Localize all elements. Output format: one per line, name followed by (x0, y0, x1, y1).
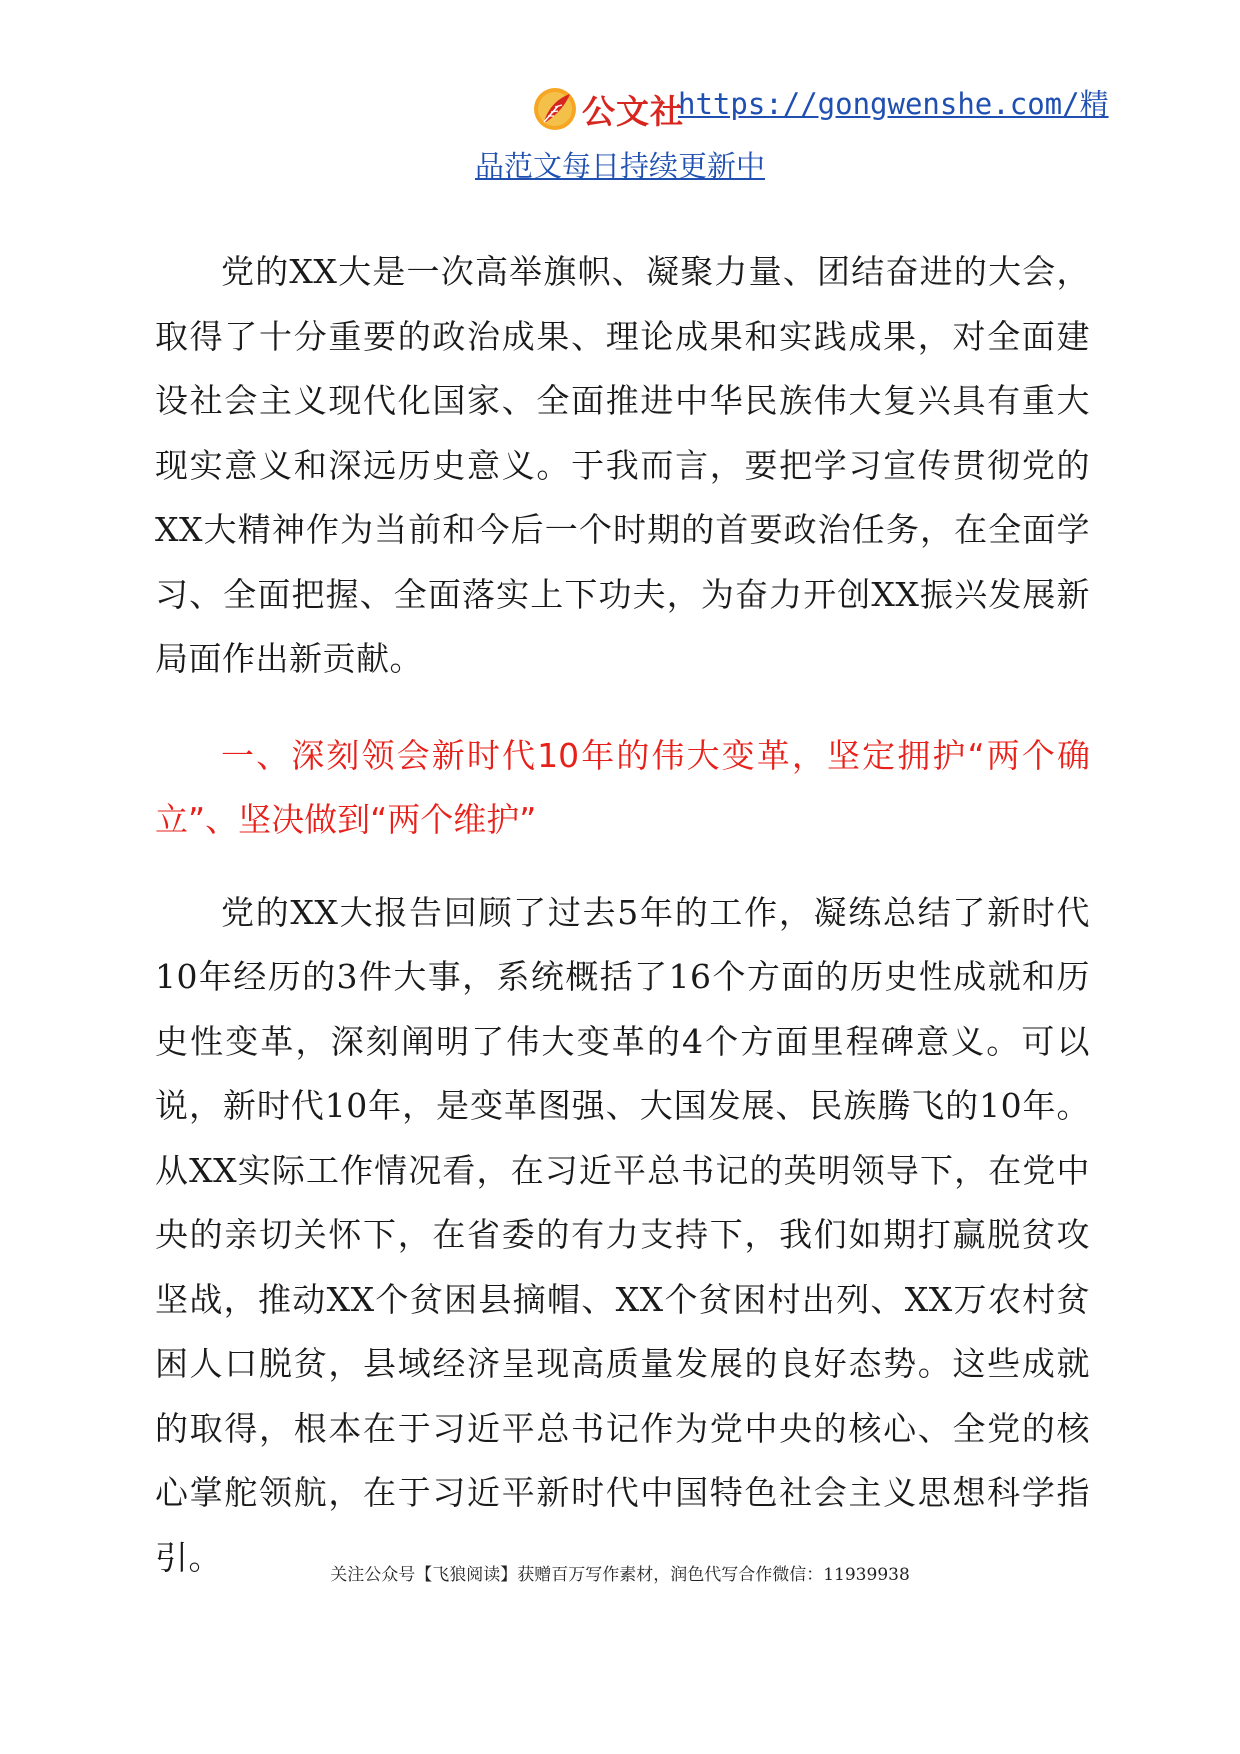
section-heading-1: 一、深刻领会新时代10年的伟大变革，坚定拥护“两个确立”、坚决做到“两个维护” (155, 735, 1090, 839)
page-header (0, 78, 1240, 188)
body-paragraph-1: 党的XX大是一次高举旗帜、凝聚力量、团结奋进的大会，取得了十分重要的政治成果、理论成果和实践成果，对全面建设社会主义现代化国家、全面推进中华民族伟大复兴具有重大现实意义和深远历史意义。于我而言，要把学习宣传贯彻党的XX大精神作为当前和今后一个时期的首要政治任务，在全面学习、全面把握、全面落实上下功夫，为奋力开创XX振兴发展新局面作出新贡献。 (155, 252, 1090, 678)
site-link-continued[interactable]: 品范文每日持续更新中 (474, 149, 765, 183)
page-footer: 关注公众号【飞狼阅读】获赠百万写作素材，润色代写合作微信：11939938 (330, 1565, 910, 1585)
logo-text: 公文社 (582, 91, 684, 131)
body-paragraph-2: 党的XX大报告回顾了过去5年的工作，凝练总结了新时代10年经历的3件大事，系统概括了16个方面的历史性成就和历史性变革，深刻阐明了伟大变革的4个方面里程碑意义。可以说，新时代10年，是变革图强、大国发展、民族腾飞的10年。从XX实际工作情况看，在习近平总书记的英明领导下，在党中央的亲切关怀下，在省委的有力支持下，我们如期打赢脱贫攻坚战，推动XX个贫困县摘帽、XX个贫困村出列、XX万农村贫困人口脱贫，县域经济呈现高质量发展的良好态势。这些成就的取得，根本在于习近平总书记作为党中央的核心、全党的核心掌舵领航，在于习近平新时代中国特色社会主义思想科学指引。 (155, 892, 1090, 1577)
site-link[interactable]: https://gongwenshe.com/精 (678, 87, 1109, 121)
site-logo (532, 84, 684, 134)
quill-feather-logo-icon (532, 86, 578, 132)
document-body (155, 240, 1090, 1590)
